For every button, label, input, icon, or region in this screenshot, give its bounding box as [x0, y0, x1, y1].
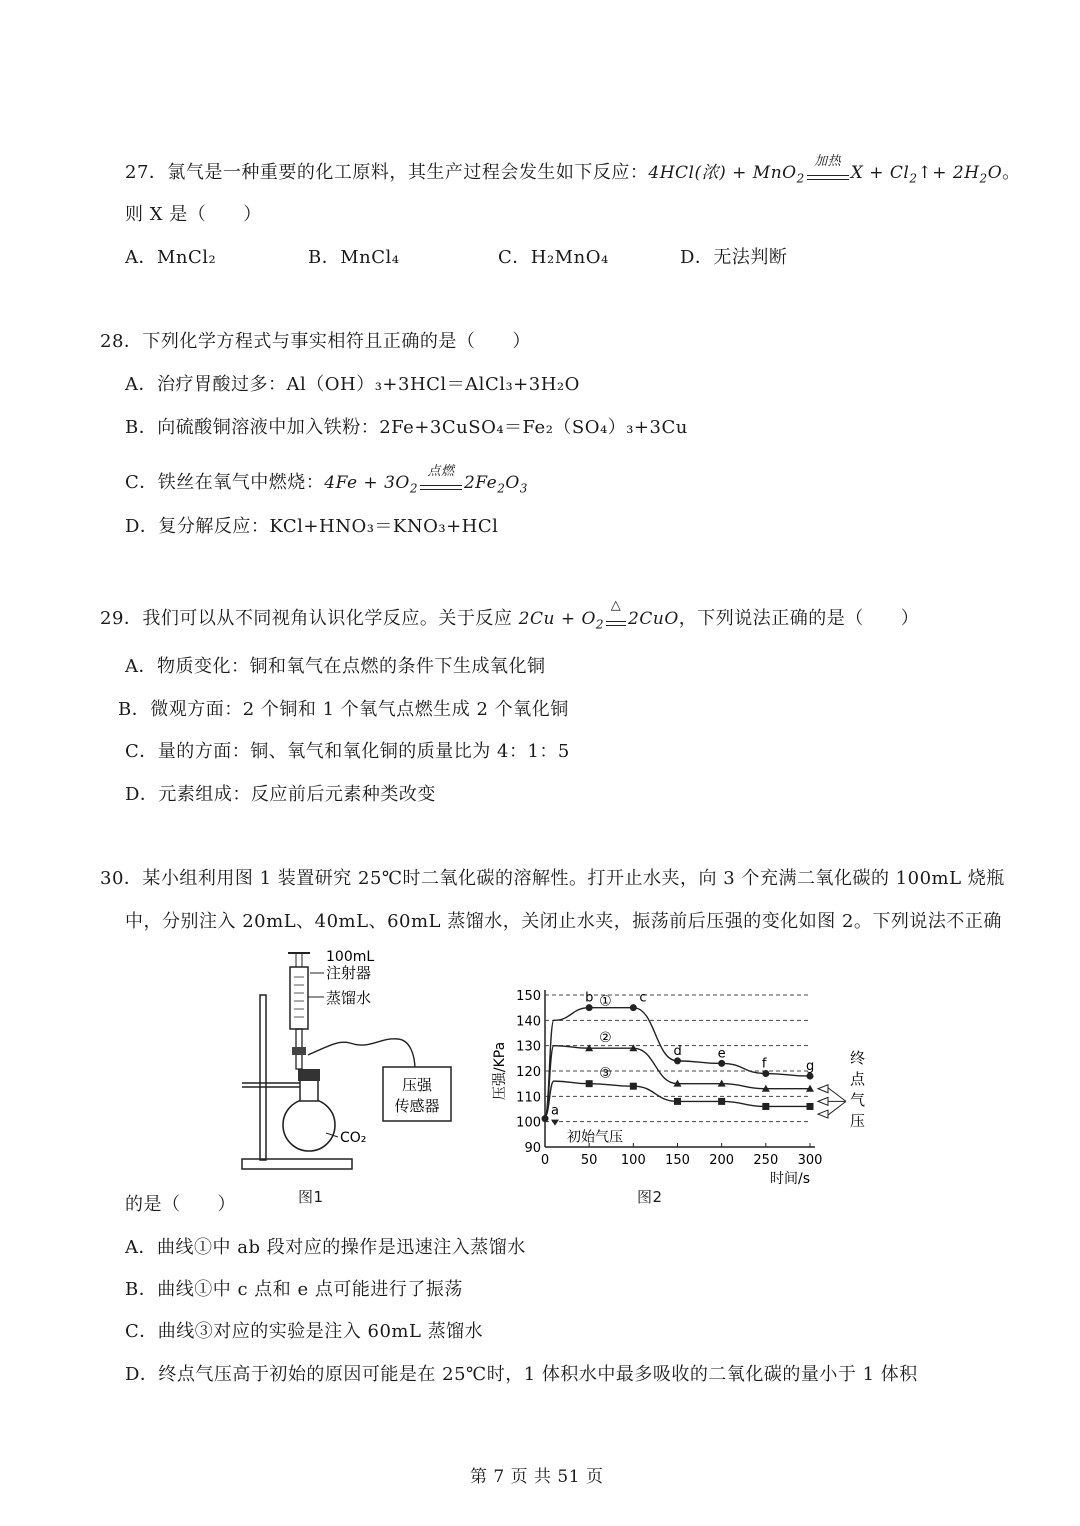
q29-option-c: C．量的方面：铜、氧气和氧化铜的质量比为 4：1：5: [125, 741, 570, 762]
stand-base: [242, 1159, 352, 1169]
point-a-marker: [542, 1115, 549, 1122]
data-point-square: [630, 1083, 637, 1090]
q27-condition: 加热: [805, 162, 851, 186]
x-tick-label: 0: [540, 1153, 550, 1168]
flask: [283, 1099, 335, 1151]
stopper: [298, 1069, 320, 1081]
q28-condition: 点燃: [418, 472, 464, 496]
series-label-3: ③: [599, 1065, 612, 1082]
x-tick-label: 250: [753, 1153, 779, 1168]
q28-option-a: A．治疗胃酸过多：Al（OH）₃+3HCl＝AlCl₃+3H₂O: [125, 374, 580, 395]
sensor-label-1: 压强: [401, 1076, 433, 1094]
x-axis-label: 时间/s: [770, 1171, 811, 1187]
q27-option-c: C．H₂MnO₄: [498, 247, 609, 268]
q28-option-c: C．铁丝在氧气中燃烧：$4Fe + 3O_2$ 点燃 $2Fe_2O_3$: [125, 463, 528, 496]
final-pressure-char: 点: [850, 1070, 866, 1088]
figure1-apparatus: [230, 945, 460, 1210]
q27-line2: 则 X 是（ ）: [125, 204, 262, 225]
final-pressure-char: 终: [850, 1049, 866, 1067]
final-pressure-char: 气: [850, 1091, 866, 1109]
q27-option-b: B．MnCl₄: [308, 247, 400, 268]
q30-line1: 30．某小组利用图 1 装置研究 25℃时二氧化碳的溶解性。打开止水夹，向 3 个充满二氧化碳的 100mL 烧瓶: [100, 868, 1005, 889]
data-point-square: [586, 1080, 593, 1087]
final-pressure-arrow: [818, 1085, 828, 1093]
q29-option-a: A．物质变化：铜和氧气在点燃的条件下生成氧化铜: [125, 656, 546, 677]
x-tick-label: 100: [620, 1153, 646, 1168]
q30-line3: 的是（ ）: [125, 1194, 236, 1215]
y-tick-label: 90: [524, 1141, 541, 1156]
q27-option-a: A．MnCl₂: [125, 247, 217, 268]
co2-label: CO₂: [340, 1130, 367, 1146]
point-label-e: e: [717, 1046, 726, 1062]
data-point-square: [674, 1098, 681, 1105]
data-point-square: [718, 1098, 725, 1105]
q30-line2: 中，分别注入 20mL、40mL、60mL 蒸馏水，关闭止水夹，振荡前后压强的变化如图 2。下列说法不正确: [125, 911, 1002, 932]
syringe-barrel: [290, 967, 308, 1029]
y-tick-label: 140: [516, 1014, 541, 1030]
figure1-caption: 图1: [298, 1188, 324, 1206]
water-label: 蒸馏水: [326, 989, 372, 1007]
x-tick-label: 50: [580, 1153, 598, 1168]
y-axis-label: 压强/KPa: [492, 1041, 508, 1101]
data-point-square: [807, 1103, 814, 1110]
point-label-g: g: [806, 1059, 815, 1075]
q30-option-d: D．终点气压高于初始的原因可能是在 25℃时，1 体积水中最多吸收的二氧化碳的量小于 1 体积: [125, 1364, 918, 1385]
series-label-1: ①: [599, 993, 612, 1010]
point-label-d: d: [673, 1043, 682, 1059]
y-tick-label: 110: [516, 1090, 541, 1106]
point-label-b: b: [585, 990, 594, 1006]
initial-pressure-marker: [551, 1120, 559, 1126]
final-pressure-arrow: [818, 1097, 828, 1105]
final-pressure-arrow-line: [828, 1101, 846, 1115]
syringe-label: 注射器: [326, 964, 372, 982]
x-tick-label: 300: [797, 1153, 823, 1168]
q30-option-b: B．曲线①中 c 点和 e 点可能进行了振荡: [125, 1279, 463, 1300]
y-tick-label: 120: [516, 1065, 541, 1080]
final-pressure-arrow-line: [828, 1088, 846, 1102]
q28-stem: 28．下列化学方程式与事实相符且正确的是（ ）: [100, 331, 531, 352]
y-tick-label: 100: [516, 1115, 541, 1131]
q29-option-b: B．微观方面：2 个铜和 1 个氧气点燃生成 2 个氧化铜: [118, 699, 569, 720]
q27-stem: 27．氯气是一种重要的化工原料，其生产过程会发生如下反应：4HCl(浓) + MnO$_2$ 加热 $X + Cl_2↑+ 2H_2O$。: [125, 153, 1021, 186]
data-point-circle: [630, 1004, 637, 1011]
figure2-caption: 图2: [637, 1188, 663, 1206]
stand-rod: [260, 995, 266, 1160]
x-tick-label: 150: [665, 1153, 690, 1168]
data-point-square: [762, 1103, 769, 1110]
point-label-c: c: [639, 990, 647, 1006]
stopcock: [292, 1047, 306, 1055]
page-footer: 第 7 页 共 51 页: [470, 1467, 604, 1487]
series-label-2: ②: [599, 1030, 612, 1047]
y-tick-label: 130: [516, 1039, 541, 1055]
figure2-chart: [490, 975, 890, 1195]
final-pressure-arrow: [818, 1110, 828, 1118]
q28-option-d: D．复分解反应：KCl+HNO₃＝KNO₃+HCl: [125, 516, 499, 537]
q30-option-a: A．曲线①中 ab 段对应的操作是迅速注入蒸馏水: [125, 1237, 526, 1258]
q29-stem: 29．我们可以从不同视角认识化学反应。关于反应 $2Cu + O_2$ △ 2CuO，下列说法正确的是（ ）: [100, 597, 920, 632]
q30-option-c: C．曲线③对应的实验是注入 60mL 蒸馏水: [125, 1321, 484, 1342]
sensor-label-2: 传感器: [394, 1097, 440, 1115]
syringe-volume-label: 100mL: [326, 949, 375, 965]
y-tick-label: 150: [516, 989, 541, 1004]
x-tick-label: 200: [709, 1153, 735, 1168]
initial-pressure-label: 初始气压: [567, 1129, 623, 1146]
q29-option-d: D．元素组成：反应前后元素种类改变: [125, 784, 436, 805]
point-label-f: f: [761, 1056, 767, 1072]
connecting-tube: [308, 1039, 415, 1070]
q27-option-d: D．无法判断: [680, 247, 788, 268]
point-label-a: a: [551, 1103, 559, 1119]
q28-option-b: B．向硫酸铜溶液中加入铁粉：2Fe+3CuSO₄＝Fe₂（SO₄）₃+3Cu: [125, 417, 688, 438]
final-pressure-char: 压: [850, 1112, 866, 1130]
